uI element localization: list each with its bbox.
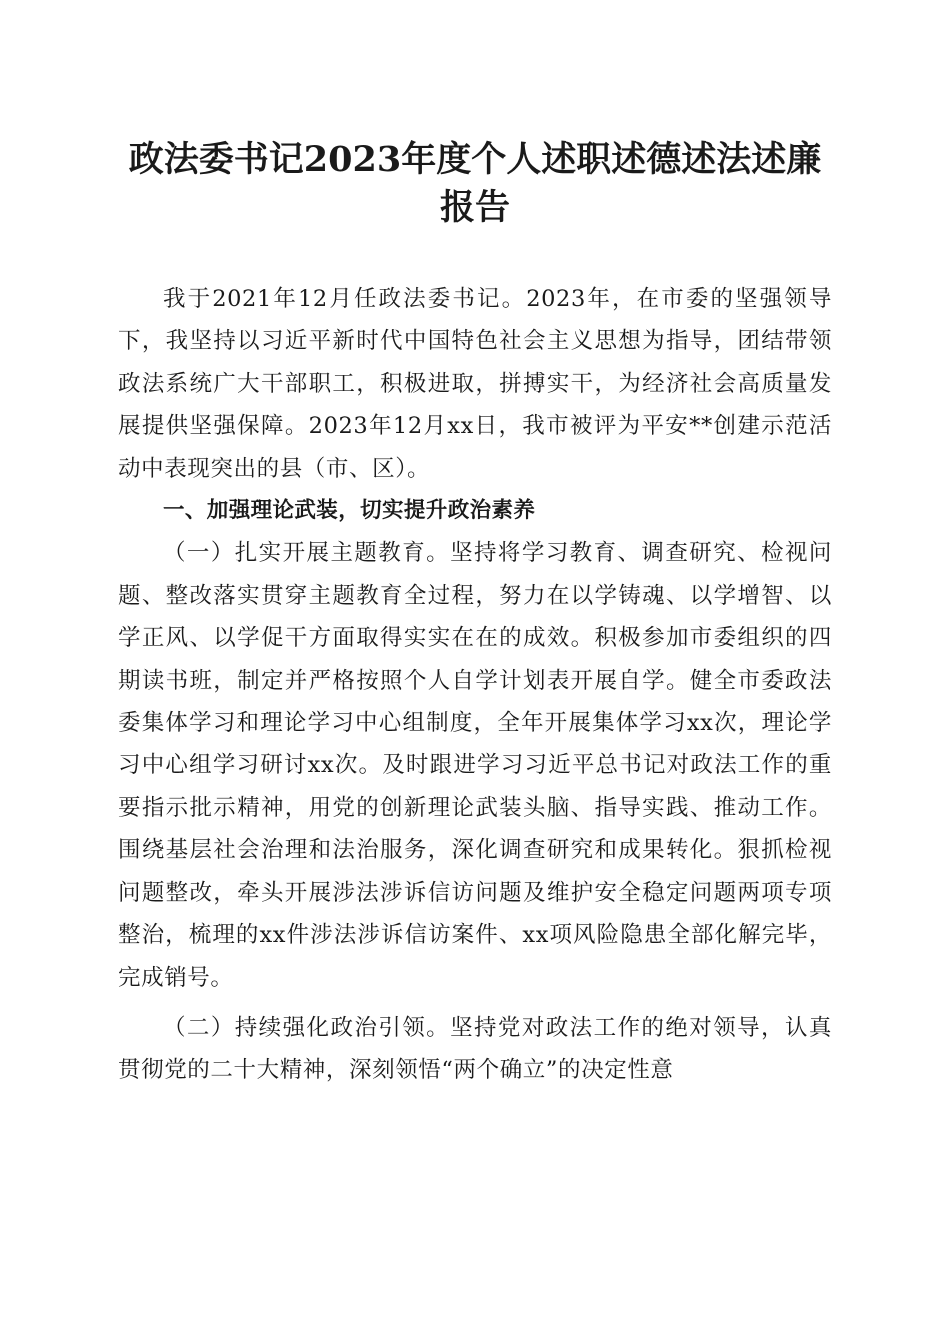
- subsection-1-paragraph: [118, 532, 832, 998]
- document-title: [100, 136, 850, 232]
- section-1-heading: 一、加强理论武装，切实提升政治素养: [163, 498, 536, 524]
- paragraph-gap: [118, 999, 832, 1007]
- subsection-2-lead: （二）持续强化政治引领。: [163, 1014, 451, 1041]
- document-body: [118, 278, 832, 1092]
- subsection-1-lead: （一）扎实开展主题教育。: [163, 540, 451, 567]
- subsection-1-text: 坚持将学习教育、调查研究、检视问题、整改落实贯穿主题教育全过程，努力在以学铸魂、以学增智、以学正风、以学促干方面取得实实在在的成效。积极参加市委组织的四期读书班，制定并严格按照个人自学计划表开展自学。健全市委政法委集体学习和理论学习中心组制度，全年开展集体学习xx次，理论学习中心组学习研讨xx次。及时跟进学习习近平总书记对政法工作的重要指示批示精神，用党的创新理论武装头脑、指导实践、推动工作。围绕基层社会治理和法治服务，深化调查研究和成果转化。狠抓检视问题整改，牵头开展涉法涉诉信访问题及维护安全稳定问题两项专项整治，梳理的xx件涉法涉诉信访案件、xx项风险隐患全部化解完毕，完成销号。: [118, 540, 832, 991]
- intro-paragraph: 我于2021年12月任政法委书记。2023年，在市委的坚强领导下，我坚持以习近平新时代中国特色社会主义思想为指导，团结带领政法系统广大干部职工，积极进取，拼搏实干，为经济社会高质量发展提供坚强保障。2023年12月xx日，我市被评为平安**创建示范活动中表现突出的县（市、区）。: [118, 286, 832, 482]
- title-line-2: 报告: [439, 187, 510, 228]
- subsection-2-text: 坚持党对政法工作的绝对领导，认真贯彻党的二十大精神，深刻领悟“两个确立”的决定性意: [118, 1014, 832, 1084]
- subsection-2-paragraph: [118, 1007, 832, 1092]
- title-line-1: 政法委书记2023年度个人述职述德述法述廉: [128, 139, 822, 180]
